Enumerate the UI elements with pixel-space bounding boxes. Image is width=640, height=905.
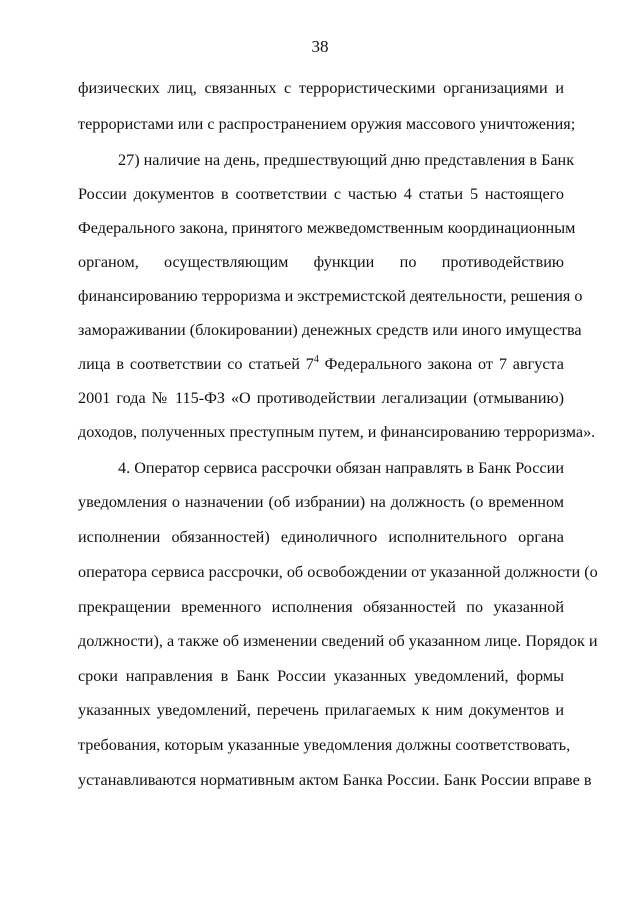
text-run: Федерального закона от 7 августа bbox=[318, 355, 564, 373]
text-run: лица в соответствии со статьей 7 bbox=[78, 355, 314, 373]
text-line: 27) наличие на день, предшествующий дню представления в Банк bbox=[118, 151, 575, 169]
text-line: физических лиц, связанных с террористическими организациями и bbox=[78, 79, 564, 97]
text-line: требования, которым указанные уведомления должны соответствовать, bbox=[78, 736, 571, 754]
text-line: сроки направления в Банк России указанных уведомлений, формы bbox=[78, 667, 564, 685]
text-line: прекращении временного исполнения обязанностей по указанной bbox=[78, 598, 564, 616]
text-line: уведомления о назначении (об избрании) на должность (о временном bbox=[78, 493, 564, 511]
text-line: доходов, полученных преступным путем, и финансированию терроризма». bbox=[78, 423, 596, 441]
text-line: финансированию терроризма и экстремистской деятельности, решения о bbox=[78, 287, 583, 305]
text-line: должности), а также об изменении сведений об указанном лице. Порядок и bbox=[78, 632, 598, 650]
text-line: террористами или с распространением оружия массового уничтожения; bbox=[78, 115, 576, 133]
text-line: исполнении обязанностей) единоличного исполнительного органа bbox=[78, 528, 564, 546]
page-number: 38 bbox=[311, 37, 329, 56]
text-line: 2001 года № 115-ФЗ «О противодействии легализации (отмыванию) bbox=[78, 389, 564, 407]
text-line: оператора сервиса рассрочки, об освобождении от указанной должности (о bbox=[78, 563, 598, 581]
text-line: 4. Оператор сервиса рассрочки обязан направлять в Банк России bbox=[118, 459, 564, 477]
text-line bbox=[78, 354, 564, 374]
text-line: органом, осуществляющим функции по противодействию bbox=[78, 253, 564, 271]
text-line: замораживании (блокировании) денежных средств или иного имущества bbox=[78, 321, 582, 339]
text-line: России документов в соответствии с частью 4 статьи 5 настоящего bbox=[78, 185, 564, 203]
text-line: устанавливаются нормативным актом Банка России. Банк России вправе в bbox=[78, 771, 592, 789]
text-line: Федерального закона, принятого межведомственным координационным bbox=[78, 219, 576, 237]
superscript: 4 bbox=[313, 354, 319, 365]
text-line: указанных уведомлений, перечень прилагаемых к ним документов и bbox=[78, 701, 564, 719]
